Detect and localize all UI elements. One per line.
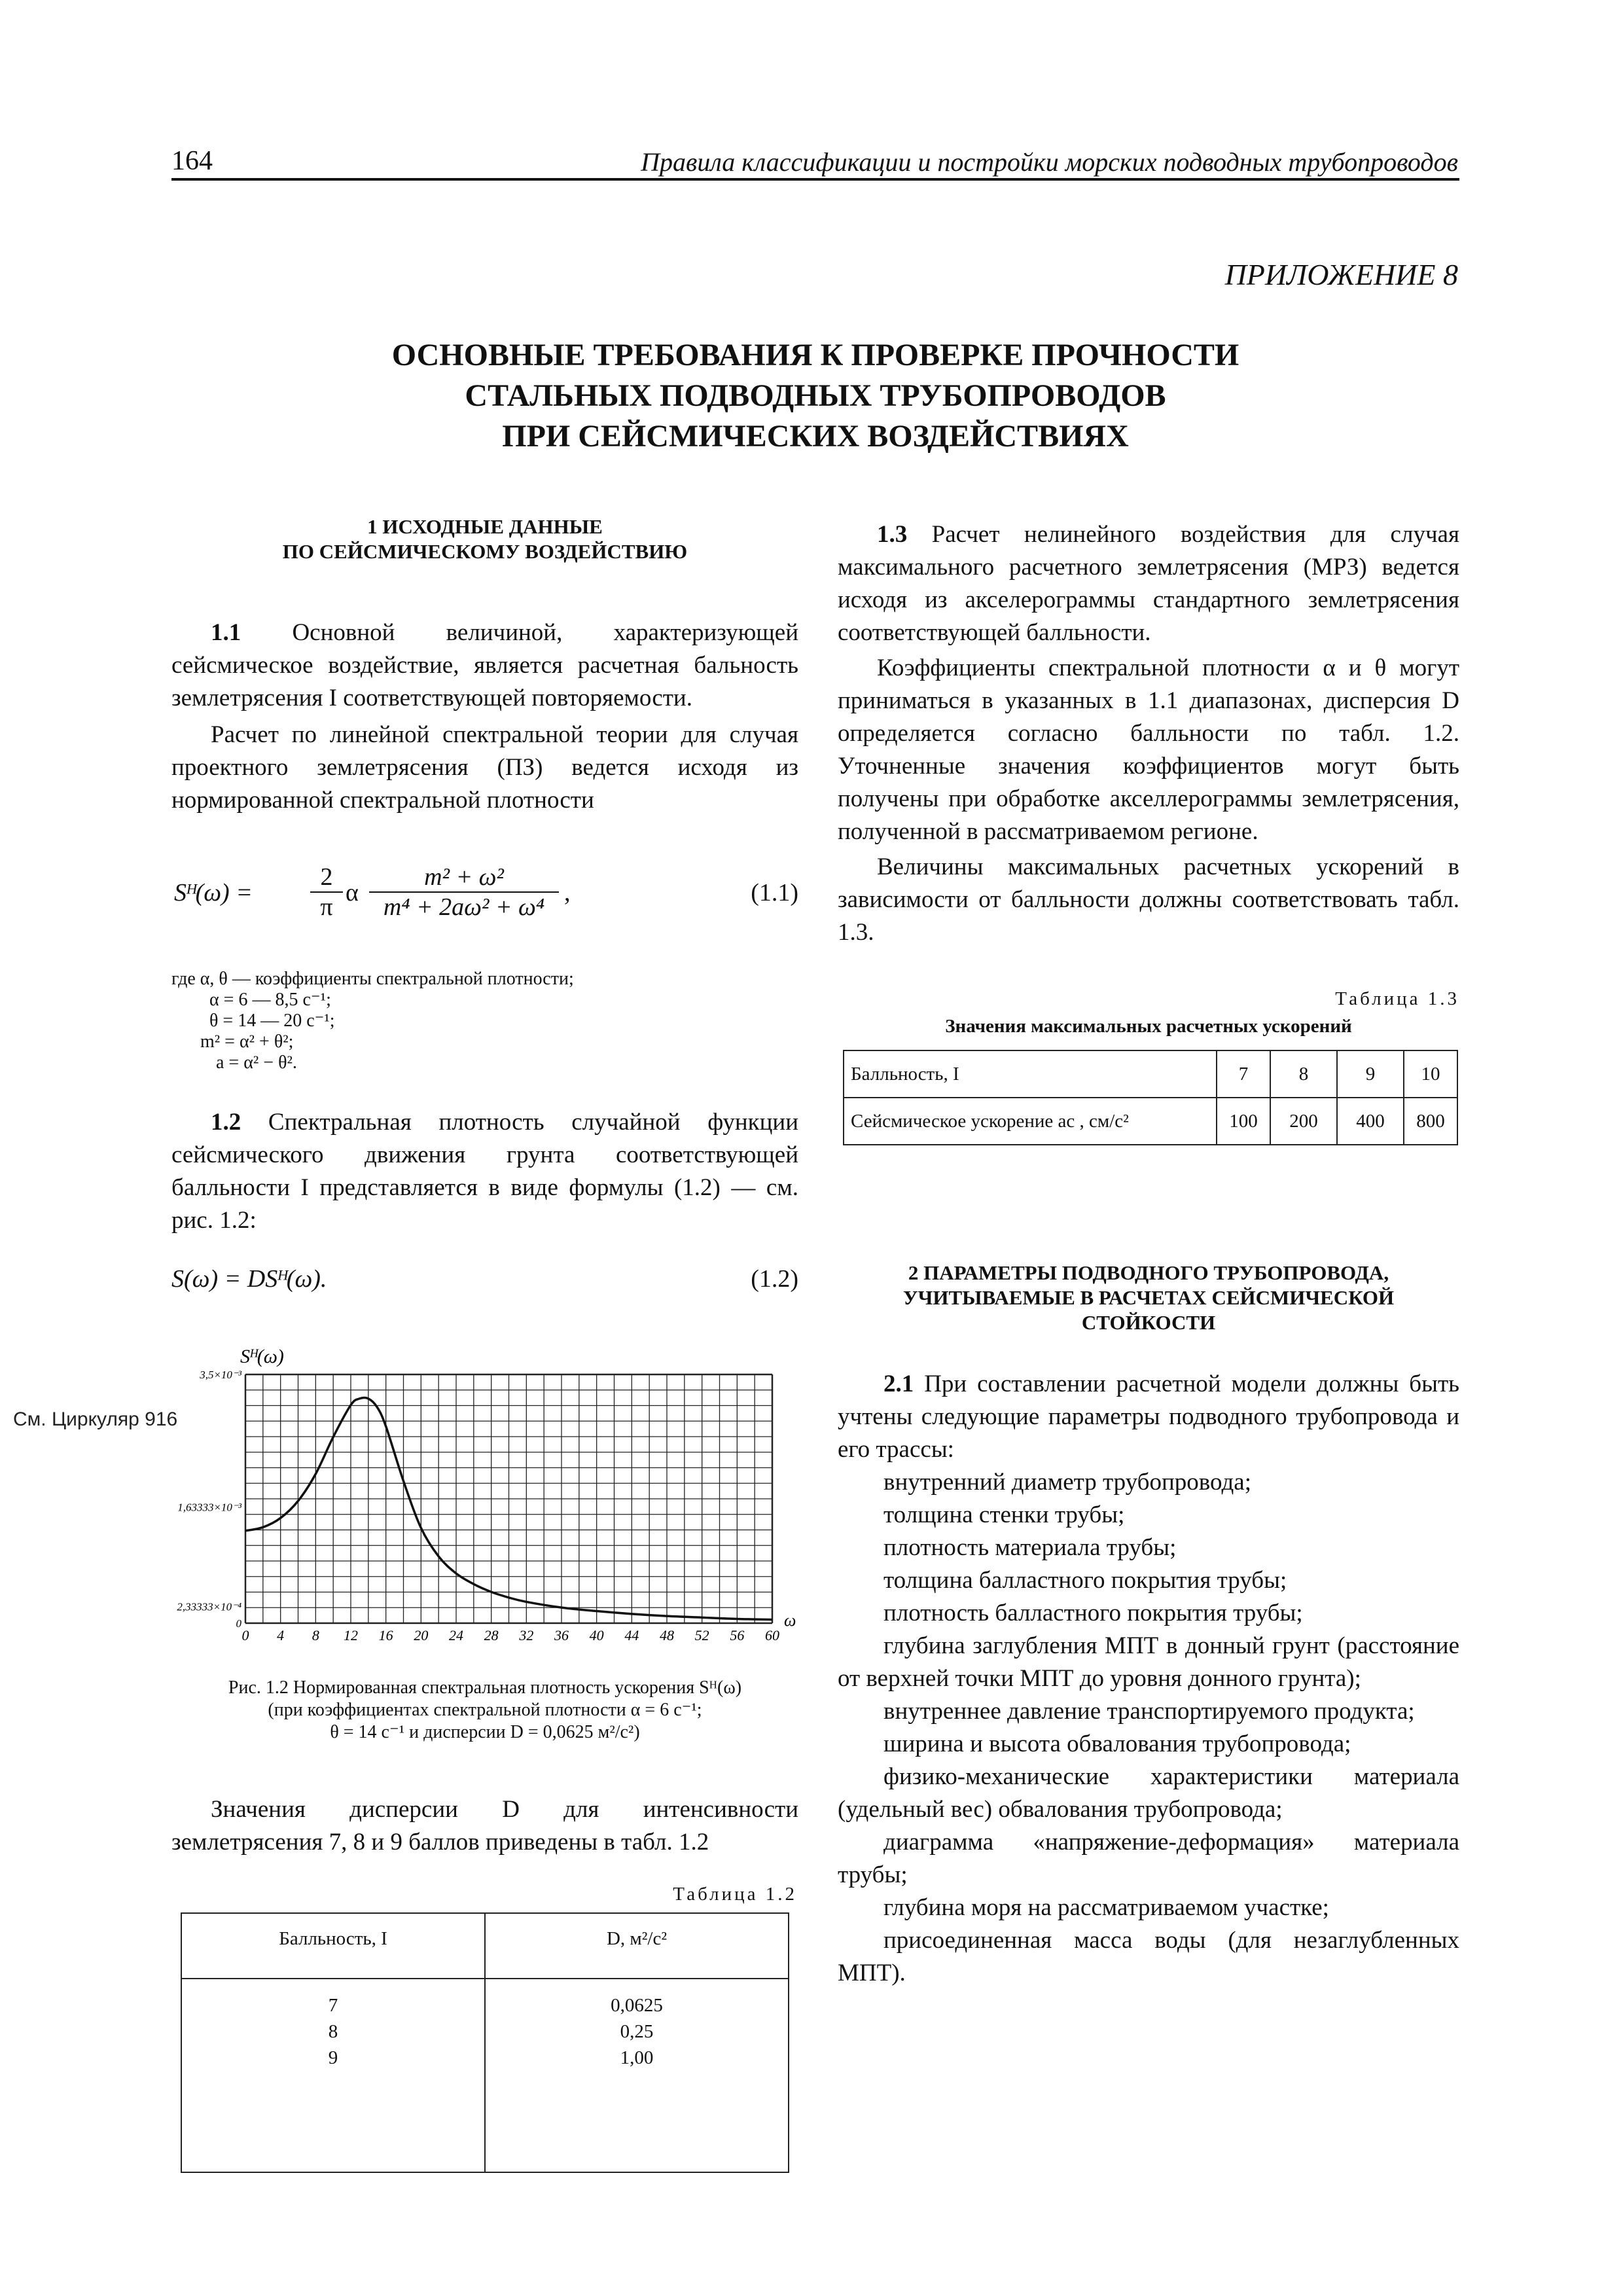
list-item: глубина заглубления МПТ в донный грунт (расстояние от верхней точки МПТ до уровня донного грунта);	[838, 1632, 1459, 1692]
paragraph-dispersion: Значения дисперсии D для интенсивности землетрясения 7, 8 и 9 баллов приведены в табл. 1.2	[171, 1796, 798, 1856]
definition-line: a = α² − θ².	[216, 1052, 297, 1073]
clause-text: Спектральная плотность случайной функции сейсмического движения грунта соответствующей балльности I представляется в виде формулы (1.2) — см. рис. 1.2:	[171, 1109, 798, 1234]
x-tick-label: 40	[589, 1627, 604, 1643]
table-cell: 100	[1217, 1098, 1270, 1145]
definition-line: θ = 14 — 20 с⁻¹;	[209, 1011, 335, 1031]
list-item: толщина стенки трубы;	[883, 1501, 1125, 1528]
table-cell-value: 9	[328, 2047, 338, 2068]
x-tick-label: 16	[378, 1627, 393, 1643]
clause-text: При составлении расчетной модели должны быть учтены следующие параметры подводного трубопровода и его трассы:	[838, 1371, 1459, 1463]
list-item: присоединенная масса воды (для незаглубленных МПТ).	[838, 1927, 1459, 1986]
section1-heading-line: 1 ИСХОДНЫЕ ДАННЫЕ	[367, 515, 603, 538]
formula-number: (1.2)	[751, 1265, 798, 1293]
table-1-2-label: Таблица 1.2	[673, 1884, 797, 1905]
paragraph-1-1	[171, 617, 798, 715]
formula-fraction	[369, 863, 559, 922]
table-cell-value: 7	[328, 1995, 338, 2016]
fraction-numerator: m² + ω²	[424, 863, 504, 891]
x-tick-label: 24	[449, 1627, 463, 1643]
table-cell: 8	[1270, 1050, 1337, 1098]
paragraph-values: Величины максимальных расчетных ускорений в зависимости от балльности должны соответствовать табл. 1.3.	[838, 853, 1459, 946]
y-tick-label: 1,63333×10⁻³	[177, 1501, 241, 1514]
clause-text: Расчет нелинейного воздействия для случая максимального расчетного землетрясения (МРЗ) ведется исходя из акселерограммы стандартного землетрясения соответствующей балльности.	[838, 521, 1459, 646]
spectral-density-chart	[164, 1335, 805, 1662]
caption-line: θ = 14 с⁻¹ и дисперсии D = 0,0625 м²/с²)	[330, 1722, 640, 1742]
table-cell	[485, 1979, 789, 2172]
table-cell: Сейсмическое ускорение aс , см/с²	[844, 1098, 1217, 1145]
clause-number: 1.3	[877, 521, 908, 548]
table-1-3	[843, 1050, 1458, 1145]
table-cell: Балльность, I	[844, 1050, 1217, 1098]
main-title-line: СТАЛЬНЫХ ПОДВОДНЫХ ТРУБОПРОВОДОВ	[465, 378, 1166, 413]
dispersion-paragraph	[171, 1793, 798, 1859]
x-tick-label: 60	[765, 1627, 779, 1643]
table-header: Балльность, I	[181, 1913, 485, 1979]
formula-coef	[310, 863, 343, 922]
coef-numerator: 2	[320, 863, 333, 891]
x-tick-label: 52	[694, 1627, 709, 1643]
list-item: плотность балластного покрытия трубы;	[883, 1600, 1303, 1626]
table-cell: 200	[1270, 1098, 1337, 1145]
caption-line: (при коэффициентах спектральной плотности α = 6 с⁻¹;	[268, 1700, 702, 1720]
definition-line: где α, θ — коэффициенты спектральной плотности;	[171, 969, 574, 989]
header-rule	[171, 178, 1459, 181]
main-title-line: ПРИ СЕЙСМИЧЕСКИХ ВОЗДЕЙСТВИЯХ	[502, 419, 1129, 454]
running-title: Правила классификации и постройки морских подводных трубопроводов	[641, 147, 1458, 177]
formula-1-1	[171, 863, 798, 928]
fraction-denominator: m⁴ + 2aω² + ω⁴	[383, 893, 545, 921]
section1-heading	[171, 514, 798, 564]
list-item: физико-механические характеристики материала (удельный вес) обвалования трубопровода;	[838, 1763, 1459, 1823]
y-tick-label: 2,33333×10⁻⁴	[177, 1600, 241, 1613]
paragraph-coefficients: Коэффициенты спектральной плотности α и θ могут приниматься в указанных в 1.1 диапазонах, дисперсия D определяется согласно балльности по табл. 1.2. Уточненные значения коэффициентов могут быть получены при обработке акселлерограммы землетрясения, полученной в рассматриваемом регионе.	[838, 655, 1459, 845]
y-tick-label: 3,5×10⁻³	[200, 1369, 241, 1381]
section1-intro	[171, 617, 798, 817]
x-tick-label: 44	[624, 1627, 639, 1643]
table-1-3-caption: Значения максимальных расчетных ускорений	[945, 1016, 1352, 1037]
list-item: внутреннее давление транспортируемого продукта;	[883, 1698, 1415, 1725]
section2-heading	[838, 1261, 1459, 1335]
formula-1-2	[171, 1265, 798, 1293]
coef-denominator: π	[320, 893, 333, 921]
section2-heading-line: СТОЙКОСТИ	[1081, 1311, 1216, 1334]
x-tick-label: 32	[519, 1627, 534, 1643]
paragraph-1-3	[838, 518, 1459, 649]
definition-line: α = 6 — 8,5 с⁻¹;	[209, 990, 331, 1010]
section2-heading-line: УЧИТЫВАЕМЫЕ В РАСЧЕТАХ СЕЙСМИЧЕСКОЙ	[902, 1286, 1395, 1309]
x-tick-label: 4	[277, 1627, 285, 1643]
margin-note: См. Циркуляр 916	[13, 1408, 178, 1430]
caption-line: Рис. 1.2 Нормированная спектральная плотность ускорения Sᴴ(ω)	[228, 1677, 742, 1698]
table-cell-value: 0,25	[620, 2021, 654, 2042]
y-tick-label: 0	[236, 1617, 241, 1630]
page-number: 164	[171, 146, 213, 176]
table-1-2	[181, 1912, 789, 2173]
formula-lhs: Sᴴ(ω) =	[174, 879, 253, 906]
x-tick-label: 48	[660, 1627, 674, 1643]
table-cell-value: 0,0625	[611, 1995, 663, 2016]
clause-number: 1.2	[211, 1109, 241, 1136]
x-tick-label: 36	[554, 1627, 569, 1643]
section1-heading-line: ПО СЕЙСМИЧЕСКОМУ ВОЗДЕЙСТВИЮ	[282, 540, 688, 563]
table-cell-value: 8	[328, 2021, 338, 2042]
table-cell: 7	[1217, 1050, 1270, 1098]
list-item: толщина балластного покрытия трубы;	[883, 1567, 1287, 1594]
table-cell: 400	[1337, 1098, 1404, 1145]
list-item: ширина и высота обвалования трубопровода;	[883, 1731, 1351, 1757]
formula-number: (1.1)	[751, 879, 798, 906]
paragraph-1-2	[171, 1106, 798, 1237]
section2-heading-line: 2 ПАРАМЕТРЫ ПОДВОДНОГО ТРУБОПРОВОДА,	[908, 1261, 1389, 1284]
coefficient-definitions	[171, 969, 798, 1073]
right-column-intro	[838, 518, 1459, 949]
list-item: глубина моря на рассматриваемом участке;	[883, 1894, 1329, 1921]
paragraph-linear: Расчет по линейной спектральной теории для случая проектного землетрясения (ПЗ) ведется исходя из нормированной спектральной плотности	[171, 721, 798, 814]
table-cell: 10	[1404, 1050, 1457, 1098]
table-1-3-label: Таблица 1.3	[1335, 988, 1459, 1009]
table-cell: 800	[1404, 1098, 1457, 1145]
list-item: плотность материала трубы;	[883, 1534, 1177, 1561]
appendix-label: ПРИЛОЖЕНИЕ 8	[1224, 258, 1458, 291]
paragraph-2-1	[838, 1368, 1459, 1466]
section2-body	[838, 1368, 1459, 1990]
formula-alpha: α	[346, 879, 359, 906]
formula-tail: ,	[564, 879, 571, 906]
section1-p12	[171, 1106, 798, 1237]
list-item: диаграмма «напряжение-деформация» материала трубы;	[838, 1829, 1459, 1888]
clause-text: Основной величиной, характеризующей сейсмическое воздействие, является расчетная бальность землетрясения I соответствующей повторяемости.	[171, 619, 798, 711]
list-item: внутренний диаметр трубопровода;	[883, 1469, 1251, 1496]
clause-number: 1.1	[211, 619, 241, 646]
clause-number: 2.1	[883, 1371, 914, 1397]
x-tick-label: 56	[730, 1627, 745, 1643]
x-axis-label: ω	[784, 1611, 796, 1630]
table-cell-value: 1,00	[620, 2047, 654, 2068]
x-tick-label: 8	[312, 1627, 319, 1643]
x-tick-label: 12	[344, 1627, 358, 1643]
main-title-line: ОСНОВНЫЕ ТРЕБОВАНИЯ К ПРОВЕРКЕ ПРОЧНОСТИ	[391, 338, 1240, 372]
y-axis-label: Sᴴ(ω)	[240, 1346, 284, 1367]
table-header: D, м²/с²	[606, 1928, 668, 1949]
table-cell	[181, 1979, 485, 2172]
formula-text: S(ω) = DSᴴ(ω).	[171, 1265, 327, 1293]
main-title	[171, 335, 1459, 457]
x-tick-label: 20	[414, 1627, 429, 1643]
x-tick-label: 28	[484, 1627, 499, 1643]
figure-caption	[171, 1677, 798, 1744]
table-cell: 9	[1337, 1050, 1404, 1098]
x-tick-label: 0	[241, 1627, 249, 1643]
definition-line: m² = α² + θ²;	[200, 1031, 294, 1052]
